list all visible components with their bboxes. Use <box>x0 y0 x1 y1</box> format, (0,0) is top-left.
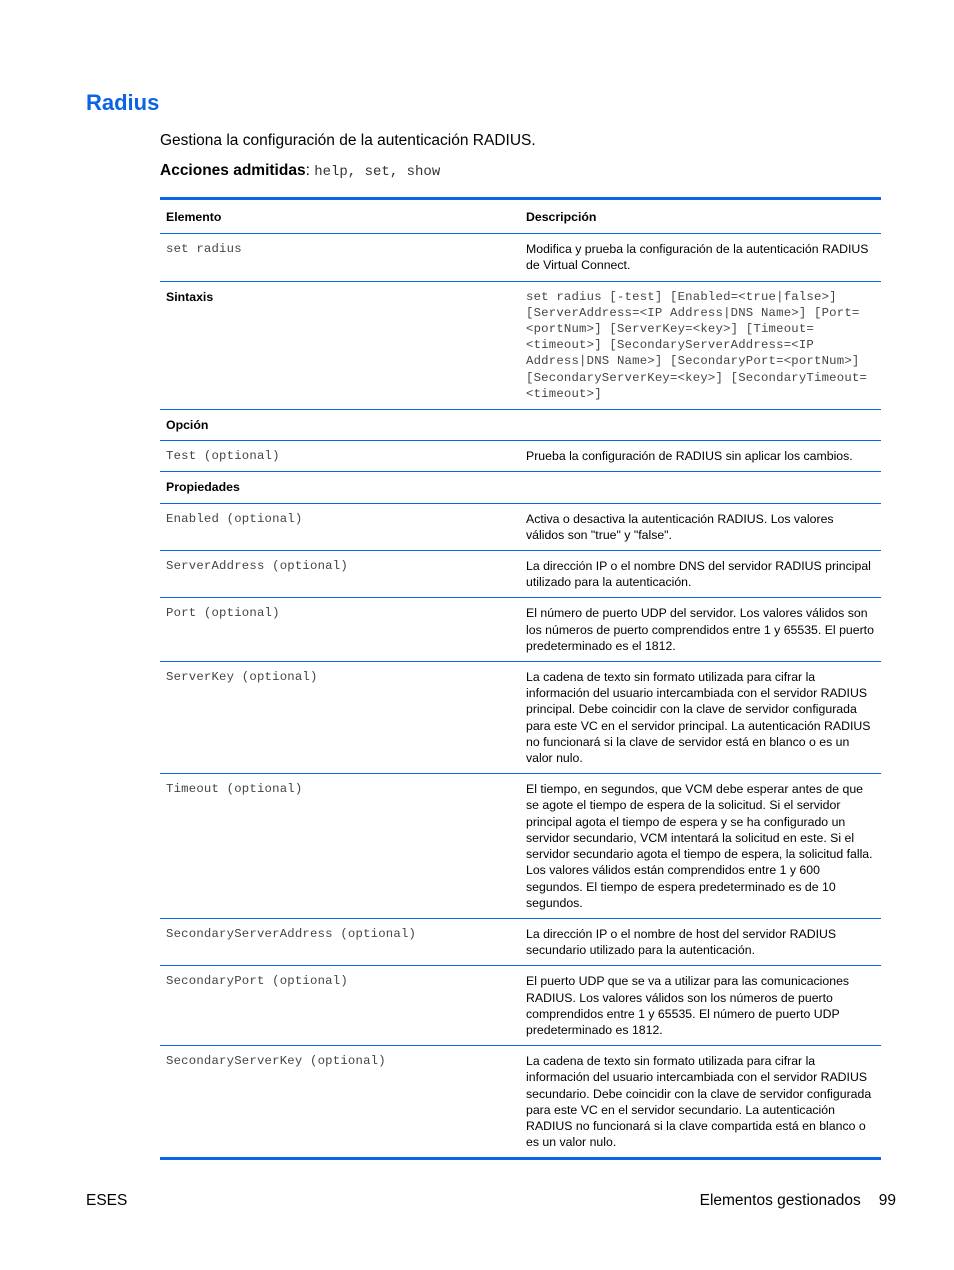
table-body <box>160 234 881 1159</box>
row-description: Prueba la configuración de RADIUS sin aplicar los cambios. <box>520 441 881 472</box>
row-element: Opción <box>160 410 520 441</box>
radius-spec-table <box>160 197 881 1160</box>
page-number: 99 <box>878 1192 896 1209</box>
table-row <box>160 441 881 472</box>
table-row <box>160 662 881 774</box>
table-row <box>160 598 881 662</box>
row-element: set radius <box>160 234 520 281</box>
intro-text: Gestiona la configuración de la autenticación RADIUS. <box>160 132 536 149</box>
footer-page-info <box>700 1192 896 1210</box>
row-description: Activa o desactiva la autenticación RADIUS. Los valores válidos son "true" y "false". <box>520 503 881 550</box>
actions-separator: : <box>305 162 315 179</box>
row-description <box>520 410 881 441</box>
row-description: La cadena de texto sin formato utilizada para cifrar la información del usuario intercambiada con el servidor RADIUS principal. Debe coincidir con la clave de servidor configurada para este VC en el servidor principal. La autenticación RADIUS no funcionará si la clave de servidor está en blanco o es un valor nulo. <box>520 662 881 774</box>
row-element: ServerAddress (optional) <box>160 551 520 598</box>
table-row <box>160 1046 881 1159</box>
table-row <box>160 281 881 409</box>
row-element: Port (optional) <box>160 598 520 662</box>
row-element: Timeout (optional) <box>160 774 520 919</box>
table-row <box>160 551 881 598</box>
row-element: Enabled (optional) <box>160 503 520 550</box>
row-description: El número de puerto UDP del servidor. Los valores válidos son los números de puerto comprendidos entre 1 y 65535. El puerto predeterminado es el 1812. <box>520 598 881 662</box>
row-element: Propiedades <box>160 472 520 503</box>
row-description: Modifica y prueba la configuración de la autenticación RADIUS de Virtual Connect. <box>520 234 881 281</box>
actions-value: help, set, show <box>314 164 441 180</box>
table-row <box>160 410 881 441</box>
row-description: La cadena de texto sin formato utilizada para cifrar la información del usuario intercambiada con el servidor RADIUS secundario. Debe coincidir con la clave de servidor configurada para este VC en el servidor secundario. La autenticación RADIUS no funcionará si la clave compartida está en blanco o es un valor nulo. <box>526 1054 872 1150</box>
row-element: Test (optional) <box>160 441 520 472</box>
row-description: El puerto UDP que se va a utilizar para las comunicaciones RADIUS. Los valores válidos son los números de puerto comprendidos entre 1 y 65535. El número de puerto UDP predeterminado es 1812. <box>520 966 881 1046</box>
header-element: Elemento <box>160 199 520 234</box>
supported-actions <box>160 162 440 180</box>
row-description: La dirección IP o el nombre DNS del servidor RADIUS principal utilizado para la autenticación. <box>520 551 881 598</box>
header-description: Descripción <box>520 199 881 234</box>
table-row <box>160 503 881 550</box>
row-element: SecondaryServerKey (optional) <box>166 1054 386 1069</box>
page-title: Radius <box>86 90 160 115</box>
footer-locale: ESES <box>86 1192 128 1209</box>
table-row <box>160 234 881 281</box>
row-element: Sintaxis <box>160 281 520 409</box>
table-row <box>160 472 881 503</box>
row-description <box>520 472 881 503</box>
row-element: SecondaryPort (optional) <box>160 966 520 1046</box>
table-row <box>160 918 881 965</box>
footer-section: Elementos gestionados <box>699 1192 861 1209</box>
table-row <box>160 966 881 1046</box>
table-header-row <box>160 199 881 234</box>
row-description: La dirección IP o el nombre de host del servidor RADIUS secundario utilizado para la autenticación. <box>520 918 881 965</box>
actions-label: Acciones admitidas <box>160 162 306 179</box>
row-element: SecondaryServerAddress (optional) <box>160 918 520 965</box>
row-element: ServerKey (optional) <box>160 662 520 774</box>
table-row <box>160 774 881 919</box>
row-description: set radius [-test] [Enabled=<true|false>] [ServerAddress=<IP Address|DNS Name>] [Port=<portNum>] [ServerKey=<key>] [Timeout=<timeout>] [SecondaryServerAddress=<IP Address|DNS Name>] [SecondaryPort=<portNum>] [SecondaryServerKey=<key>] [SecondaryTimeout=<timeout>] <box>520 281 881 409</box>
row-description: El tiempo, en segundos, que VCM debe esperar antes de que se agote el tiempo de espera de la solicitud. Si el servidor principal agota el tiempo de espera y se ha configurado un servidor secundario, VCM intentará la solicitud en este. Si el servidor secundario agota el tiempo de espera, la solicitud falla. Los valores válidos están comprendidos entre 1 y 600 segundos. El tiempo de espera predeterminado es de 10 segundos. <box>520 774 881 919</box>
